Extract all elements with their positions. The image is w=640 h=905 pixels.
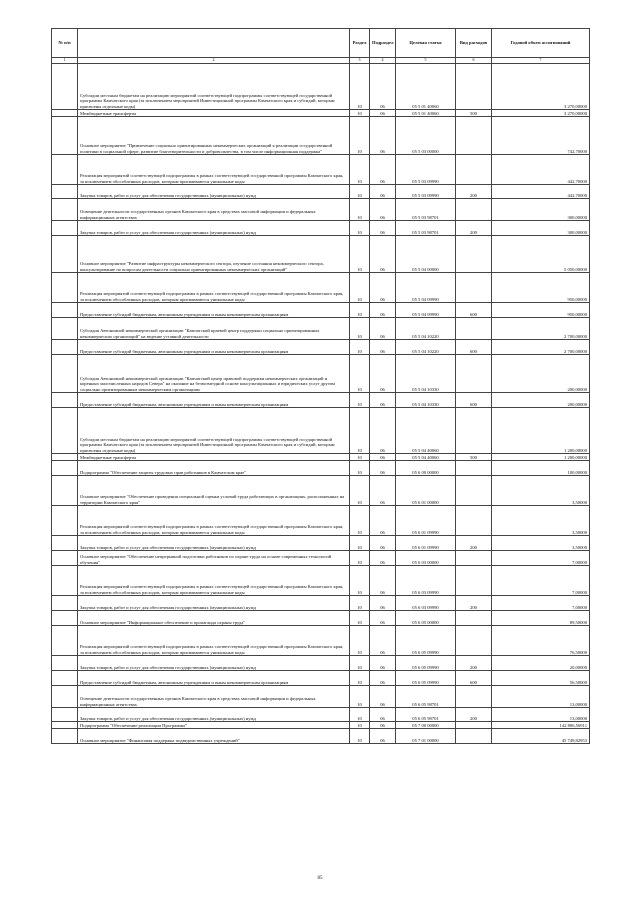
cell-section: 10 [350,303,370,318]
header-name [78,29,350,58]
cell-subsection: 06 [370,536,396,551]
budget-table-sheet [51,28,589,744]
cell-section: 10 [350,476,370,506]
cell-target-item: 05 5 04 09990 [396,273,456,303]
cell-number [52,340,78,355]
table-row [52,117,590,155]
table-row [52,461,590,476]
cell-target-item: 05 5 03 98701 [396,199,456,221]
column-number: 2 [78,58,350,64]
cell-section: 10 [350,340,370,355]
cell-amount: 300,00000 [492,199,590,221]
cell-amount: 3 270,00000 [492,64,590,110]
cell-name: Реализация мероприятий соответствующей подпрограммы в рамках соответствующей государственной программы Камчатского края, за исключением обособленных расходов, которым присваиваются уникальные коды [78,273,350,303]
cell-amount: 142 806,56911 [492,722,590,729]
cell-expense-type [456,318,492,340]
cell-target-item: 05 5 04 40060 [396,408,456,454]
cell-target-item: 05 7 00 00000 [396,722,456,729]
cell-expense-type [456,686,492,708]
cell-subsection: 06 [370,340,396,355]
cell-amount: 742,70000 [492,117,590,155]
cell-amount: 3,50000 [492,506,590,536]
cell-section: 10 [350,729,370,744]
cell-name: Субсидии местным бюджетам на реализацию мероприятий соответствующей подпрограммы соответствующей государственной программы Камчатского края (за исключением мероприятий Инвестиционной программы Камчатского края и субсидий, которым присвоены отдельные коды) [78,64,350,110]
table-row [52,536,590,551]
cell-name: Закупка товаров, работ и услуг для обеспечения государственных (муниципальных) нужд [78,185,350,199]
cell-section: 10 [350,117,370,155]
cell-name: Субсидия Автономной некоммерческой организации "Камчатский краевой центр поддержки социально ориентированных некоммерческих организаций" на ведение уставной деятельности [78,318,350,340]
cell-subsection: 06 [370,671,396,686]
cell-expense-type [456,64,492,110]
cell-subsection: 06 [370,686,396,708]
cell-expense-type [456,476,492,506]
cell-section: 10 [350,611,370,626]
cell-name: Освещение деятельности государственных органов Камчатского края в средствах массовой информации и федеральных информационных агентствах [78,199,350,221]
cell-target-item: 05 7 01 00000 [396,729,456,744]
cell-target-item: 05 5 04 09990 [396,303,456,318]
cell-number [52,461,78,476]
cell-number [52,566,78,596]
cell-number [52,393,78,408]
cell-target-item: 05 5 04 00000 [396,236,456,273]
cell-section: 10 [350,551,370,566]
cell-section: 10 [350,454,370,461]
cell-expense-type: 600 [456,340,492,355]
cell-section: 10 [350,155,370,185]
cell-subsection: 06 [370,461,396,476]
cell-subsection: 06 [370,708,396,722]
cell-name: Закупка товаров, работ и услуг для обеспечения государственных (муниципальных) нужд [78,221,350,236]
cell-subsection: 06 [370,303,396,318]
cell-expense-type [456,199,492,221]
cell-number [52,551,78,566]
cell-amount: 56,50000 [492,671,590,686]
page-number: 85 [317,876,323,881]
cell-subsection: 06 [370,110,396,117]
cell-name: Основное мероприятие "Развитие инфраструктуры некоммерческого сектора, изучение состояния некоммерческого сектора, консультирование по вопросам деятельности социально ориентированных некоммерческих организаций" [78,236,350,273]
cell-subsection: 06 [370,729,396,744]
cell-amount: 7,00000 [492,566,590,596]
cell-name: Реализация мероприятий соответствующей подпрограммы в рамках соответствующей государственной программы Камчатского края, за исключением обособленных расходов, которым присваиваются уникальные коды [78,155,350,185]
cell-subsection: 06 [370,611,396,626]
cell-expense-type: 200 [456,596,492,611]
cell-name: Закупка товаров, работ и услуг для обеспечения государственных (муниципальных) нужд [78,656,350,671]
column-number: 4 [370,58,396,64]
cell-section: 10 [350,722,370,729]
table-row [52,506,590,536]
cell-number [52,408,78,454]
cell-target-item: 05 6 01 00000 [396,476,456,506]
cell-number [52,64,78,110]
cell-expense-type [456,155,492,185]
cell-expense-type: 200 [456,656,492,671]
cell-subsection: 06 [370,236,396,273]
table-row [52,221,590,236]
cell-section: 10 [350,199,370,221]
cell-name: Основное мероприятие "Обеспечение проведения специальной оценки условий труда работающих в организациях, расположенных на территории Камчатского края" [78,476,350,506]
cell-subsection: 06 [370,566,396,596]
cell-section: 10 [350,708,370,722]
cell-name: Предоставление субсидий бюджетным, автономным учреждениям и иным некоммерческим организациям [78,671,350,686]
cell-number [52,611,78,626]
table-row [52,408,590,454]
table-row [52,199,590,221]
cell-target-item: 05 6 05 00000 [396,611,456,626]
table-row [52,155,590,185]
cell-subsection: 06 [370,64,396,110]
cell-target-item: 05 6 01 09990 [396,506,456,536]
cell-name: Межбюджетные трансферты [78,454,350,461]
cell-target-item: 05 6 05 09990 [396,656,456,671]
cell-number [52,318,78,340]
cell-expense-type [456,273,492,303]
cell-number [52,722,78,729]
column-number: 7 [492,58,590,64]
column-number: 3 [350,58,370,64]
cell-section: 10 [350,236,370,273]
cell-section: 10 [350,536,370,551]
cell-name: Межбюджетные трансферты [78,110,350,117]
cell-name: Предоставление субсидий бюджетным, автономным учреждениям и иным некоммерческим организациям [78,340,350,355]
cell-expense-type [456,408,492,454]
cell-name: Предоставление субсидий бюджетным, автономным учреждениям и иным некоммерческим организациям [78,393,350,408]
cell-section: 10 [350,686,370,708]
cell-target-item: 05 6 05 98701 [396,686,456,708]
cell-target-item: 05 6 05 98701 [396,708,456,722]
cell-name: Реализация мероприятий соответствующей подпрограммы в рамках соответствующей государственной программы Камчатского края, за исключением обособленных расходов, которым присваиваются уникальные коды [78,506,350,536]
cell-amount: 1 200,00000 [492,454,590,461]
cell-number [52,656,78,671]
cell-subsection: 06 [370,393,396,408]
cell-expense-type [456,236,492,273]
cell-amount: 950,00000 [492,273,590,303]
cell-name: Закупка товаров, работ и услуг для обеспечения государственных (муниципальных) нужд [78,536,350,551]
cell-number [52,303,78,318]
cell-amount: 100,00000 [492,461,590,476]
cell-name: Реализация мероприятий соответствующей подпрограммы в рамках соответствующей государственной программы Камчатского края, за исключением обособленных расходов, которым присваиваются уникальные коды [78,626,350,656]
header-amount: Годовой объем ассигнований [492,29,590,58]
cell-amount: 20,00000 [492,656,590,671]
cell-number [52,476,78,506]
table-row [52,686,590,708]
cell-expense-type [456,461,492,476]
table-row [52,626,590,656]
column-number: 6 [456,58,492,64]
table-row [52,64,590,110]
cell-number [52,454,78,461]
cell-target-item: 05 5 03 09990 [396,185,456,199]
cell-target-item: 05 6 05 09990 [396,626,456,656]
cell-amount: 1 200,00000 [492,408,590,454]
cell-subsection: 06 [370,221,396,236]
cell-name: Субсидия Автономной некоммерческой организации "Камчатский центр правовой поддержки некоммерческих организаций и коренных малочисленных народов Севера" на оказание на безвозмездной основе консультационных и юридических услуг другим социально ориентированным некоммерческим организациям [78,355,350,393]
cell-target-item: 05 6 03 09990 [396,566,456,596]
cell-target-item: 05 6 01 09990 [396,536,456,551]
table-row [52,722,590,729]
cell-amount: 76,50000 [492,626,590,656]
cell-target-item: 05 5 04 10330 [396,393,456,408]
cell-name: Основное мероприятие "Обеспечение непрерывной подготовки работников по охране труда на основе современных технологий обучения" [78,551,350,566]
cell-subsection: 06 [370,155,396,185]
cell-target-item: 05 5 04 10220 [396,340,456,355]
cell-expense-type: 600 [456,671,492,686]
cell-section: 10 [350,461,370,476]
cell-expense-type: 600 [456,393,492,408]
cell-expense-type: 200 [456,536,492,551]
cell-subsection: 06 [370,199,396,221]
cell-target-item: 05 5 03 98701 [396,221,456,236]
cell-subsection: 06 [370,318,396,340]
cell-amount: 200,00000 [492,393,590,408]
cell-expense-type [456,566,492,596]
cell-section: 10 [350,656,370,671]
cell-target-item: 05 5 04 10330 [396,355,456,393]
cell-expense-type: 500 [456,110,492,117]
cell-target-item: 05 5 03 09990 [396,155,456,185]
cell-number [52,155,78,185]
cell-subsection: 06 [370,355,396,393]
cell-number [52,596,78,611]
cell-subsection: 06 [370,506,396,536]
cell-number [52,236,78,273]
cell-subsection: 06 [370,551,396,566]
cell-number [52,185,78,199]
cell-name: Основное мероприятие "Привлечение социально ориентированных некоммерческих организаций к реализации государственной политики в социальной сфере, развитие благотворительности и добровольчества, в том числе информационная поддержка" [78,117,350,155]
cell-number [52,199,78,221]
cell-expense-type [456,551,492,566]
cell-section: 10 [350,393,370,408]
table-row [52,236,590,273]
table-row [52,476,590,506]
cell-subsection: 06 [370,722,396,729]
cell-amount: 442,70000 [492,155,590,185]
cell-amount: 13,00000 [492,686,590,708]
cell-name: Освещение деятельности государственных органов Камчатского края в средствах массовой информации и федеральных информационных агентствах [78,686,350,708]
cell-expense-type [456,611,492,626]
cell-amount: 45 749,82953 [492,729,590,744]
cell-section: 10 [350,185,370,199]
cell-amount: 89,50000 [492,611,590,626]
cell-amount: 7,00000 [492,596,590,611]
cell-number [52,536,78,551]
cell-number [52,221,78,236]
cell-subsection: 06 [370,476,396,506]
cell-section: 10 [350,318,370,340]
cell-target-item: 05 6 05 09990 [396,671,456,686]
cell-target-item: 05 6 03 00000 [396,551,456,566]
cell-name: Предоставление субсидий бюджетным, автономным учреждениям и иным некоммерческим организациям [78,303,350,318]
table-row [52,110,590,117]
cell-section: 10 [350,626,370,656]
cell-section: 10 [350,506,370,536]
cell-subsection: 06 [370,117,396,155]
cell-section: 10 [350,64,370,110]
table-row [52,318,590,340]
column-number: 1 [52,58,78,64]
cell-section: 10 [350,221,370,236]
cell-subsection: 06 [370,596,396,611]
cell-expense-type [456,117,492,155]
cell-amount: 2 700,00000 [492,318,590,340]
cell-target-item: 05 5 01 40060 [396,64,456,110]
table-row [52,656,590,671]
cell-subsection: 06 [370,656,396,671]
cell-name: Основное мероприятие "Финансовая поддержка подведомственных учреждений" [78,729,350,744]
cell-amount: 300,00000 [492,221,590,236]
cell-expense-type [456,626,492,656]
cell-section: 10 [350,671,370,686]
table-row [52,596,590,611]
cell-target-item: 05 6 03 09990 [396,596,456,611]
cell-name: Закупка товаров, работ и услуг для обеспечения государственных (муниципальных) нужд [78,596,350,611]
cell-section: 10 [350,566,370,596]
table-row [52,708,590,722]
cell-section: 10 [350,355,370,393]
cell-amount: 3,50000 [492,476,590,506]
cell-amount: 200,00000 [492,355,590,393]
table-row [52,551,590,566]
cell-number [52,626,78,656]
cell-number [52,110,78,117]
header-number: № п/п [52,29,78,58]
cell-expense-type: 200 [456,708,492,722]
cell-name: Основное мероприятие "Информационное обеспечение и пропаганда охраны труда" [78,611,350,626]
table-row [52,454,590,461]
table-body [52,64,590,744]
cell-number [52,729,78,744]
cell-number [52,506,78,536]
cell-expense-type: 600 [456,303,492,318]
budget-table [51,28,590,744]
cell-section: 10 [350,408,370,454]
table-row [52,566,590,596]
cell-amount: 442,70000 [492,185,590,199]
table-row [52,611,590,626]
cell-target-item: 05 5 04 40060 [396,454,456,461]
table-row [52,273,590,303]
table-row [52,340,590,355]
cell-amount: 13,00000 [492,708,590,722]
column-number: 5 [396,58,456,64]
cell-expense-type: 500 [456,454,492,461]
cell-name: Субсидии местным бюджетам на реализацию мероприятий соответствующей подпрограммы соответствующей государственной программы Камчатского края (за исключением мероприятий Инвестиционной программы Камчатского края и субсидий, которым присвоены отдельные коды) [78,408,350,454]
header-target-item: Целевая статья [396,29,456,58]
cell-number [52,355,78,393]
cell-subsection: 06 [370,185,396,199]
cell-expense-type [456,506,492,536]
cell-section: 10 [350,273,370,303]
cell-name: Подпрограмма "Обеспечение защиты трудовых прав работников в Камчатском крае" [78,461,350,476]
cell-number [52,117,78,155]
cell-amount: 3 270,00000 [492,110,590,117]
cell-subsection: 06 [370,273,396,303]
table-row [52,671,590,686]
cell-subsection: 06 [370,408,396,454]
table-row [52,303,590,318]
cell-amount: 7,00000 [492,551,590,566]
table-row [52,355,590,393]
header-subsection: Подраздел [370,29,396,58]
table-row [52,393,590,408]
cell-amount: 3,50000 [492,536,590,551]
table-row [52,185,590,199]
cell-section: 10 [350,110,370,117]
cell-expense-type [456,729,492,744]
cell-amount: 5 050,00000 [492,236,590,273]
cell-target-item: 05 5 04 10220 [396,318,456,340]
cell-expense-type: 200 [456,221,492,236]
cell-number [52,686,78,708]
cell-number [52,671,78,686]
cell-target-item: 05 5 01 40060 [396,110,456,117]
cell-subsection: 06 [370,454,396,461]
cell-target-item: 05 6 00 00000 [396,461,456,476]
cell-number [52,708,78,722]
header-expense-type: Вид расходов [456,29,492,58]
cell-name: Подпрограмма "Обеспечение реализации Программы" [78,722,350,729]
table-row [52,729,590,744]
cell-expense-type: 200 [456,185,492,199]
cell-amount: 2 700,00000 [492,340,590,355]
cell-amount: 950,00000 [492,303,590,318]
cell-name: Реализация мероприятий соответствующей подпрограммы в рамках соответствующей государственной программы Камчатского края, за исключением обособленных расходов, которым присваиваются уникальные коды [78,566,350,596]
cell-name: Закупка товаров, работ и услуг для обеспечения государственных (муниципальных) нужд [78,708,350,722]
cell-section: 10 [350,596,370,611]
cell-expense-type [456,355,492,393]
cell-target-item: 05 5 03 00000 [396,117,456,155]
table-header [52,29,590,64]
cell-number [52,273,78,303]
cell-subsection: 06 [370,626,396,656]
header-section: Раздел [350,29,370,58]
cell-expense-type [456,722,492,729]
